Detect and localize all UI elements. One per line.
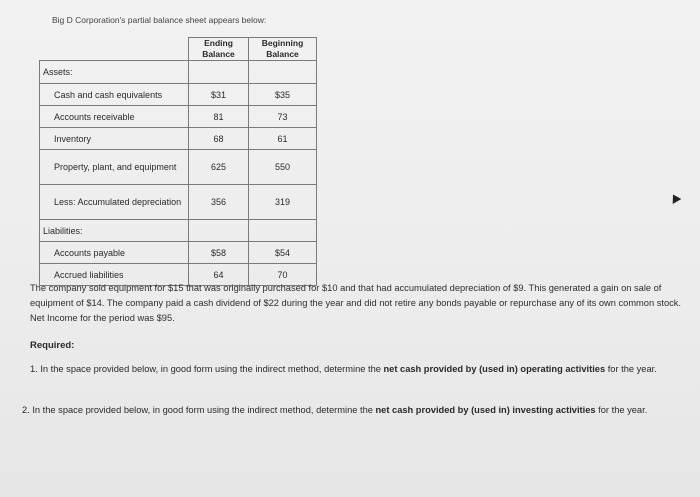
question-2 [22, 403, 692, 417]
question-1-bold: net cash provided by (used in) operating activities [383, 364, 606, 374]
row-ending: $31 [189, 84, 249, 106]
row-ending: $58 [189, 242, 249, 264]
row-beginning: 319 [249, 185, 317, 220]
row-beginning: $54 [249, 242, 317, 264]
question-2-post: for the year. [595, 405, 648, 415]
table-row [40, 106, 317, 128]
section-row-assets [40, 61, 317, 84]
table-header-row [40, 38, 317, 61]
header-ending: Ending Balance [189, 38, 249, 61]
row-beginning: 73 [249, 106, 317, 128]
row-label: Less: Accumulated depreciation [40, 185, 189, 220]
row-label: Accounts payable [40, 242, 189, 264]
table-row [40, 150, 317, 185]
question-1 [30, 362, 690, 376]
row-label: Cash and cash equivalents [40, 84, 189, 106]
section-row-liabilities [40, 220, 317, 242]
intro-text: Big D Corporation's partial balance sheet appears below: [52, 15, 267, 25]
table-row [40, 185, 317, 220]
header-blank [40, 38, 189, 61]
row-beginning: 70 [249, 264, 317, 286]
table-row [40, 128, 317, 150]
row-beginning: 61 [249, 128, 317, 150]
question-2-pre: 2. In the space provided below, in good form using the indirect method, determine the [22, 405, 376, 415]
row-label: Accounts receivable [40, 106, 189, 128]
row-label: Property, plant, and equipment [40, 150, 189, 185]
question-1-pre: 1. In the space provided below, in good form using the indirect method, determine the [30, 364, 384, 374]
row-label: Accrued liabilities [40, 264, 189, 286]
narrative-paragraph: The company sold equipment for $15 that was originally purchased for $10 and that had accumulated depreciation of $9. This generated a gain on sale of equipment of $14. The company paid a cash dividend of $22 during the year and did not retire any bonds payable or repurchase any of its own common stock. Net Income for the period was $95. [30, 283, 682, 323]
table-row [40, 84, 317, 106]
table-row [40, 242, 317, 264]
row-beginning: $35 [249, 84, 317, 106]
section-assets: Assets: [40, 61, 189, 84]
row-ending: 68 [189, 128, 249, 150]
mouse-cursor-icon [669, 192, 682, 204]
required-heading: Required: [30, 340, 75, 351]
row-ending: 81 [189, 106, 249, 128]
question-1-post: for the year. [605, 364, 657, 374]
balance-sheet-table [39, 37, 317, 286]
row-ending: 625 [189, 150, 249, 185]
row-ending: 64 [189, 264, 249, 286]
header-beginning: Beginning Balance [249, 38, 317, 61]
question-2-bold: net cash provided by (used in) investing activities [375, 405, 596, 415]
row-ending: 356 [189, 185, 249, 220]
section-liabilities: Liabilities: [40, 220, 189, 242]
row-label: Inventory [40, 128, 189, 150]
row-beginning: 550 [249, 150, 317, 185]
